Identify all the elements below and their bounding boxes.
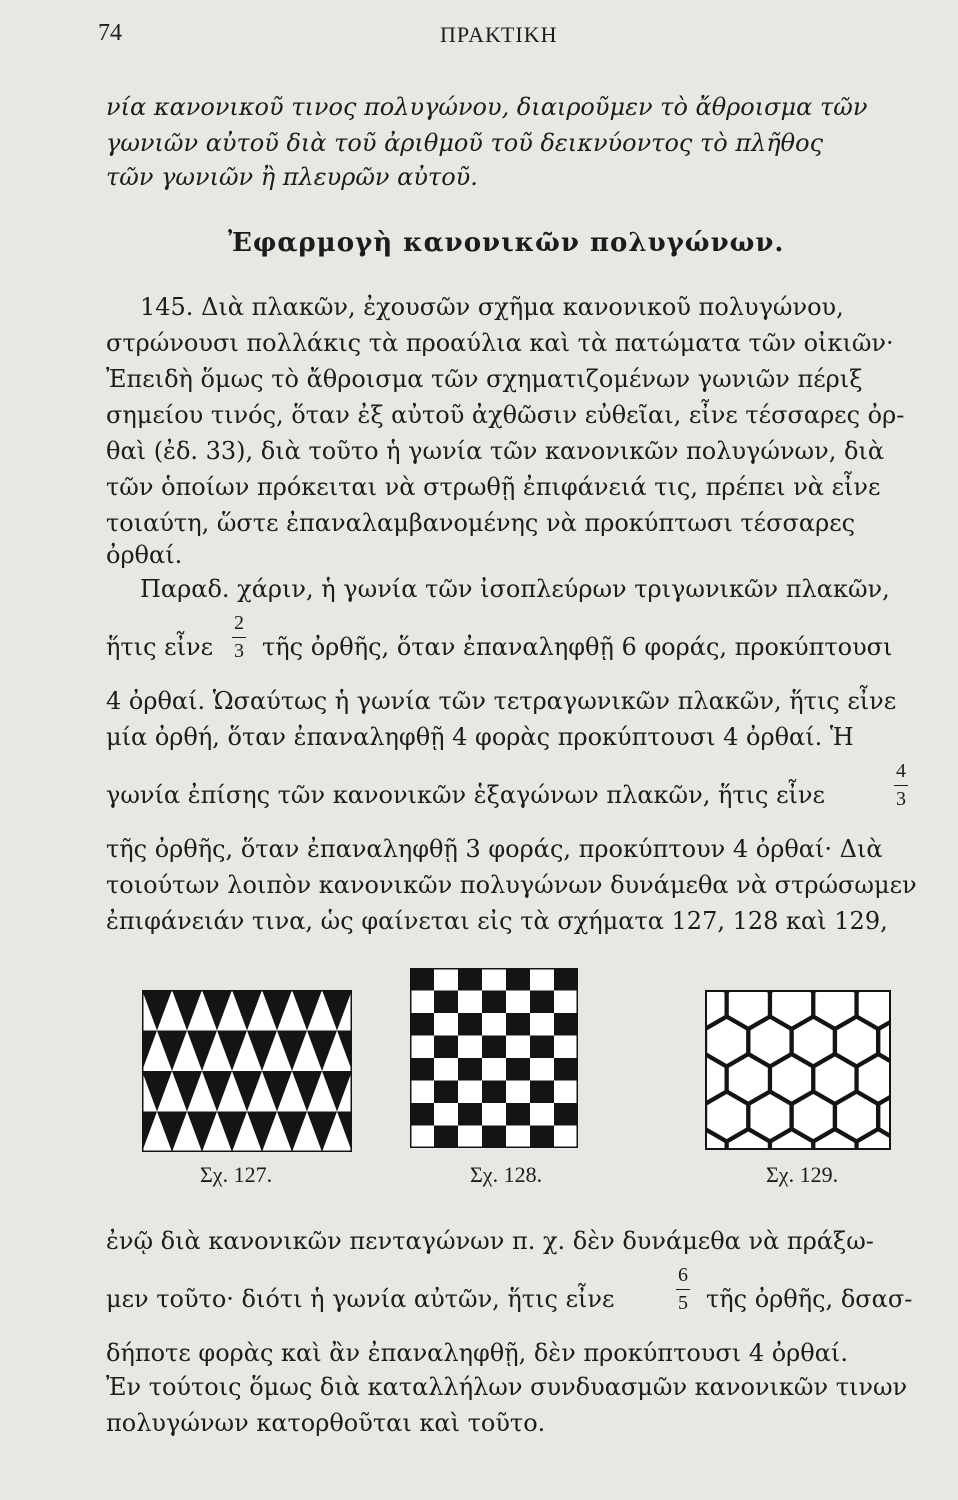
square-tile — [434, 1036, 458, 1059]
paragraph-line: μία ὀρθή, ὅταν ἐπαναληφθῇ 4 φορὰς προκύπτουσι 4 ὀρθαί. Ἡ — [106, 723, 854, 751]
square-tile — [410, 1103, 434, 1126]
fraction-numerator: 6 — [678, 1264, 688, 1286]
paragraph-line: Παραδ. χάριν, ἡ γωνία τῶν ἰσοπλεύρων τριγωνικῶν πλακῶν, — [140, 575, 890, 603]
square-tile — [530, 1081, 554, 1104]
paragraph-line: γωνία ἐπίσης τῶν κανονικῶν ἑξαγώνων πλακῶν, ἥτις εἶνε — [106, 781, 825, 809]
paragraph-line: ὀρθαί. — [106, 541, 183, 569]
fraction-six-fifths — [676, 1264, 690, 1315]
square-tile — [554, 1058, 578, 1081]
square-tile — [434, 991, 458, 1014]
paragraph-line: σημείου τινός, ὅταν ἐξ αὐτοῦ ἀχθῶσιν εὐθεῖαι, εἶνε τέσσαρες ὀρ- — [106, 401, 905, 429]
intro-line: νία κανονικοῦ τινος πολυγώνου, διαιροῦμεν τὸ ἄθροισμα τῶν — [106, 93, 868, 121]
fraction-two-thirds — [232, 612, 246, 663]
fraction-numerator: 4 — [896, 760, 906, 782]
square-tile — [506, 968, 530, 991]
intro-line: τῶν γωνιῶν ἢ πλευρῶν αὐτοῦ. — [106, 163, 478, 191]
square-tile — [554, 1103, 578, 1126]
figure-caption-129: Σχ. 129. — [766, 1162, 839, 1187]
square-tiling-figure — [410, 968, 578, 1148]
paragraph-line: 4 ὀρθαί. Ὡσαύτως ἡ γωνία τῶν τετραγωνικῶν πλακῶν, ἥτις εἶνε — [106, 687, 897, 715]
paragraph-line: Ἐπειδὴ ὅμως τὸ ἄθροισμα τῶν σχηματιζομένων γωνιῶν πέριξ — [106, 365, 863, 393]
square-tile — [554, 968, 578, 991]
square-tile — [482, 1036, 506, 1059]
square-tile — [458, 1013, 482, 1036]
closing-line: τῆς ὀρθῆς, δσασ- — [706, 1285, 913, 1313]
closing-line: μεν τοῦτο· διότι ἡ γωνία αὐτῶν, ἥτις εἶνε — [106, 1285, 615, 1313]
fraction-denominator: 3 — [896, 788, 906, 810]
paragraph-line: τῶν ὁποίων πρόκειται νὰ στρωθῇ ἐπιφάνειά τις, πρέπει νὰ εἶνε — [106, 473, 881, 501]
hexagon-tiling-figure — [705, 990, 891, 1150]
square-tile — [482, 991, 506, 1014]
figure-caption-127: Σχ. 127. — [200, 1162, 273, 1187]
fraction-numerator: 2 — [234, 612, 244, 634]
square-tile — [410, 1058, 434, 1081]
triangle-tiling-figure — [142, 990, 352, 1152]
square-tile — [506, 1103, 530, 1126]
section-heading: Ἐφαρμογὴ κανονικῶν πολυγώνων. — [228, 228, 785, 258]
square-tile — [554, 1013, 578, 1036]
square-tile — [530, 991, 554, 1014]
square-tile — [506, 1058, 530, 1081]
closing-line: δήποτε φορὰς καὶ ἂν ἐπαναληφθῇ, δὲν προκύπτουσι 4 ὀρθαί. — [106, 1339, 848, 1367]
square-tile — [506, 1013, 530, 1036]
intro-line: γωνιῶν αὐτοῦ διὰ τοῦ ἀριθμοῦ τοῦ δεικνύοντος τὸ πλῆθος — [106, 129, 824, 157]
square-tile — [410, 1013, 434, 1036]
running-title: ΠΡΑΚΤΙΚΗ — [440, 22, 558, 47]
square-tile — [530, 1126, 554, 1149]
figure-caption-128: Σχ. 128. — [470, 1162, 543, 1187]
square-tile — [434, 1081, 458, 1104]
square-tile — [458, 1103, 482, 1126]
square-tile — [482, 1126, 506, 1149]
paragraph-line: ἥτις εἶνε — [106, 633, 214, 661]
paragraph-line: τοιαύτη, ὥστε ἐπαναλαμβανομένης νὰ προκύπτωσι τέσσαρες — [106, 509, 856, 537]
square-tile — [458, 1058, 482, 1081]
paragraph-line: θαὶ (ἐδ. 33), διὰ τοῦτο ἡ γωνία τῶν κανονικῶν πολυγώνων, διὰ — [106, 437, 885, 465]
paragraph-line: τῆς ὀρθῆς, ὅταν ἐπαναληφθῇ 6 φοράς, προκύπτουσι — [262, 633, 893, 661]
fraction-denominator: 3 — [234, 640, 244, 662]
square-tile — [530, 1036, 554, 1059]
closing-line: ἐνῷ διὰ κανονικῶν πενταγώνων π. χ. δὲν δυνάμεθα νὰ πράξω- — [106, 1227, 874, 1255]
fraction-four-thirds — [894, 760, 908, 811]
square-tile — [458, 968, 482, 991]
square-tile — [434, 1126, 458, 1149]
paragraph-line: τοιούτων λοιπὸν κανονικῶν πολυγώνων δυνάμεθα νὰ στρώσωμεν — [106, 871, 917, 899]
paragraph-line: στρώνουσι πολλάκις τὰ προαύλια καὶ τὰ πατώματα τῶν οἰκιῶν· — [106, 329, 894, 357]
paragraph-line: ἐπιφάνειάν τινα, ὡς φαίνεται εἰς τὰ σχήματα 127, 128 καὶ 129, — [106, 907, 888, 935]
paragraph-line: 145. Διὰ πλακῶν, ἐχουσῶν σχῆμα κανονικοῦ πολυγώνου, — [140, 293, 844, 321]
paragraph-line: τῆς ὀρθῆς, ὅταν ἐπαναληφθῇ 3 φοράς, προκύπτουν 4 ὀρθαί· Διὰ — [106, 835, 883, 863]
fraction-denominator: 5 — [678, 1292, 688, 1314]
closing-line: πολυγώνων κατορθοῦται καὶ τοῦτο. — [106, 1409, 546, 1437]
closing-line: Ἐν τούτοις ὅμως διὰ καταλλήλων συνδυασμῶν κανονικῶν τινων — [106, 1373, 908, 1401]
page-number: 74 — [98, 20, 122, 46]
square-tile — [410, 968, 434, 991]
square-tile — [482, 1081, 506, 1104]
